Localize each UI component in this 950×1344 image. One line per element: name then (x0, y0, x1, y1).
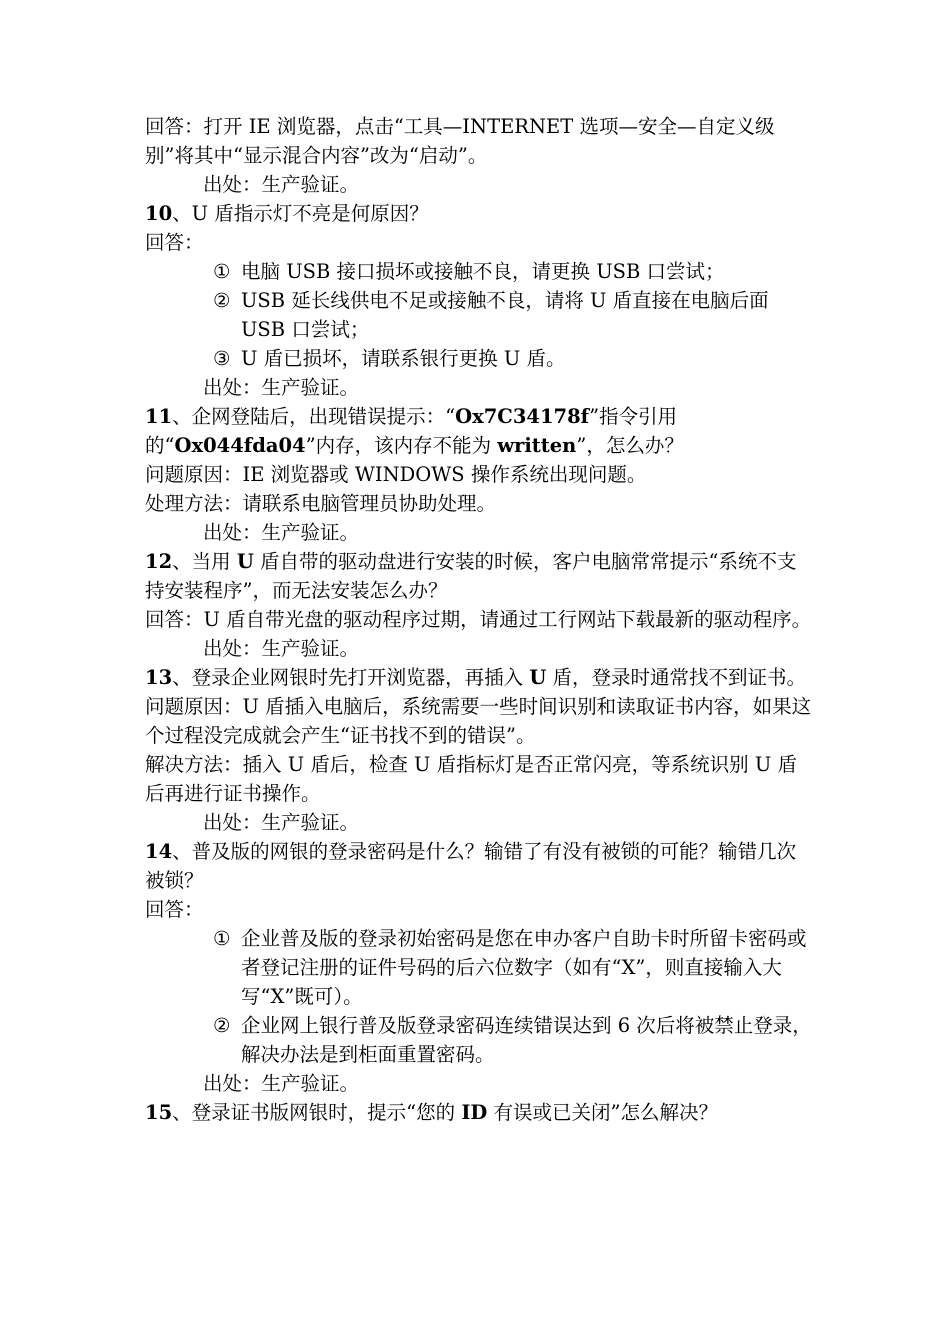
question-14: 14、普及版的网银的登录密码是什么？输错了有没有被锁的可能？输错几次被锁？ (145, 840, 797, 892)
list-item: ③ U 盾已损坏，请联系银行更换 U 盾。 (213, 347, 566, 370)
question-15: 15、登录证书版网银时，提示“您的 ID 有误或已关闭”怎么解决？ (145, 1101, 719, 1124)
source-line: 出处：生产验证。 (203, 521, 360, 544)
list-item: ② 企业网上银行普及版登录密码连续错误达到 6 次后将被禁止登录，解决办法是到柜面重置密码。 (213, 1014, 812, 1066)
question-11: 11、企网登陆后，出现错误提示：“Ox7C34178f”指令引用的“Ox044fda04”内存，该内存不能为 written”，怎么办？ (145, 405, 684, 457)
question-13: 13、登录企业网银时先打开浏览器，再插入 U 盾，登录时通常找不到证书。 (145, 666, 807, 689)
question-10 (145, 199, 815, 228)
answer-paragraph: 回答：打开 IE 浏览器，点击“工具—INTERNET 选项—安全—自定义级别”将其中“显示混合内容”改为“启动”。 (145, 115, 775, 167)
list-item: ① 电脑 USB 接口损坏或接触不良，请更换 USB 口尝试； (213, 260, 725, 283)
answer-label: 回答： (145, 231, 204, 254)
question-12: 12、当用 U 盾自带的驱动盘进行安装的时候，客户电脑常常提示“系统不支持安装程序”，而无法安装怎么办？ (145, 550, 797, 602)
problem-cause: 问题原因：IE 浏览器或 WINDOWS 操作系统出现问题。 (145, 463, 647, 486)
source-line: 出处：生产验证。 (203, 1072, 360, 1095)
problem-cause: 问题原因：U 盾插入电脑后，系统需要一些时间识别和读取证书内容，如果这个过程没完成就会产生“证书找不到的错误”。 (145, 695, 812, 747)
question-number: 10 (145, 202, 173, 225)
answer-paragraph: 回答：U 盾自带光盘的驱动程序过期，请通过工行网站下载最新的驱动程序。 (145, 608, 812, 631)
document-page (145, 112, 815, 1127)
source-line: 出处：生产验证。 (203, 173, 360, 196)
solution: 解决方法：插入 U 盾后，检查 U 盾指标灯是否正常闪亮，等系统识别 U 盾后再进行证书操作。 (145, 753, 797, 805)
list-item: ① 企业普及版的登录初始密码是您在申办客户自助卡时所留卡密码或者登记注册的证件号码的后六位数字（如有“X”，则直接输入大写“X”既可）。 (213, 927, 807, 1008)
source-line: 出处：生产验证。 (203, 637, 360, 660)
list-item: ② USB 延长线供电不足或接触不良，请将 U 盾直接在电脑后面 USB 口尝试； (213, 289, 769, 341)
source-line: 出处：生产验证。 (203, 811, 360, 834)
answer-label: 回答： (145, 898, 204, 921)
source-line: 出处：生产验证。 (203, 376, 360, 399)
solution: 处理方法：请联系电脑管理员协助处理。 (145, 492, 497, 515)
question-text: 、U 盾指示灯不亮是何原因？ (172, 202, 429, 225)
